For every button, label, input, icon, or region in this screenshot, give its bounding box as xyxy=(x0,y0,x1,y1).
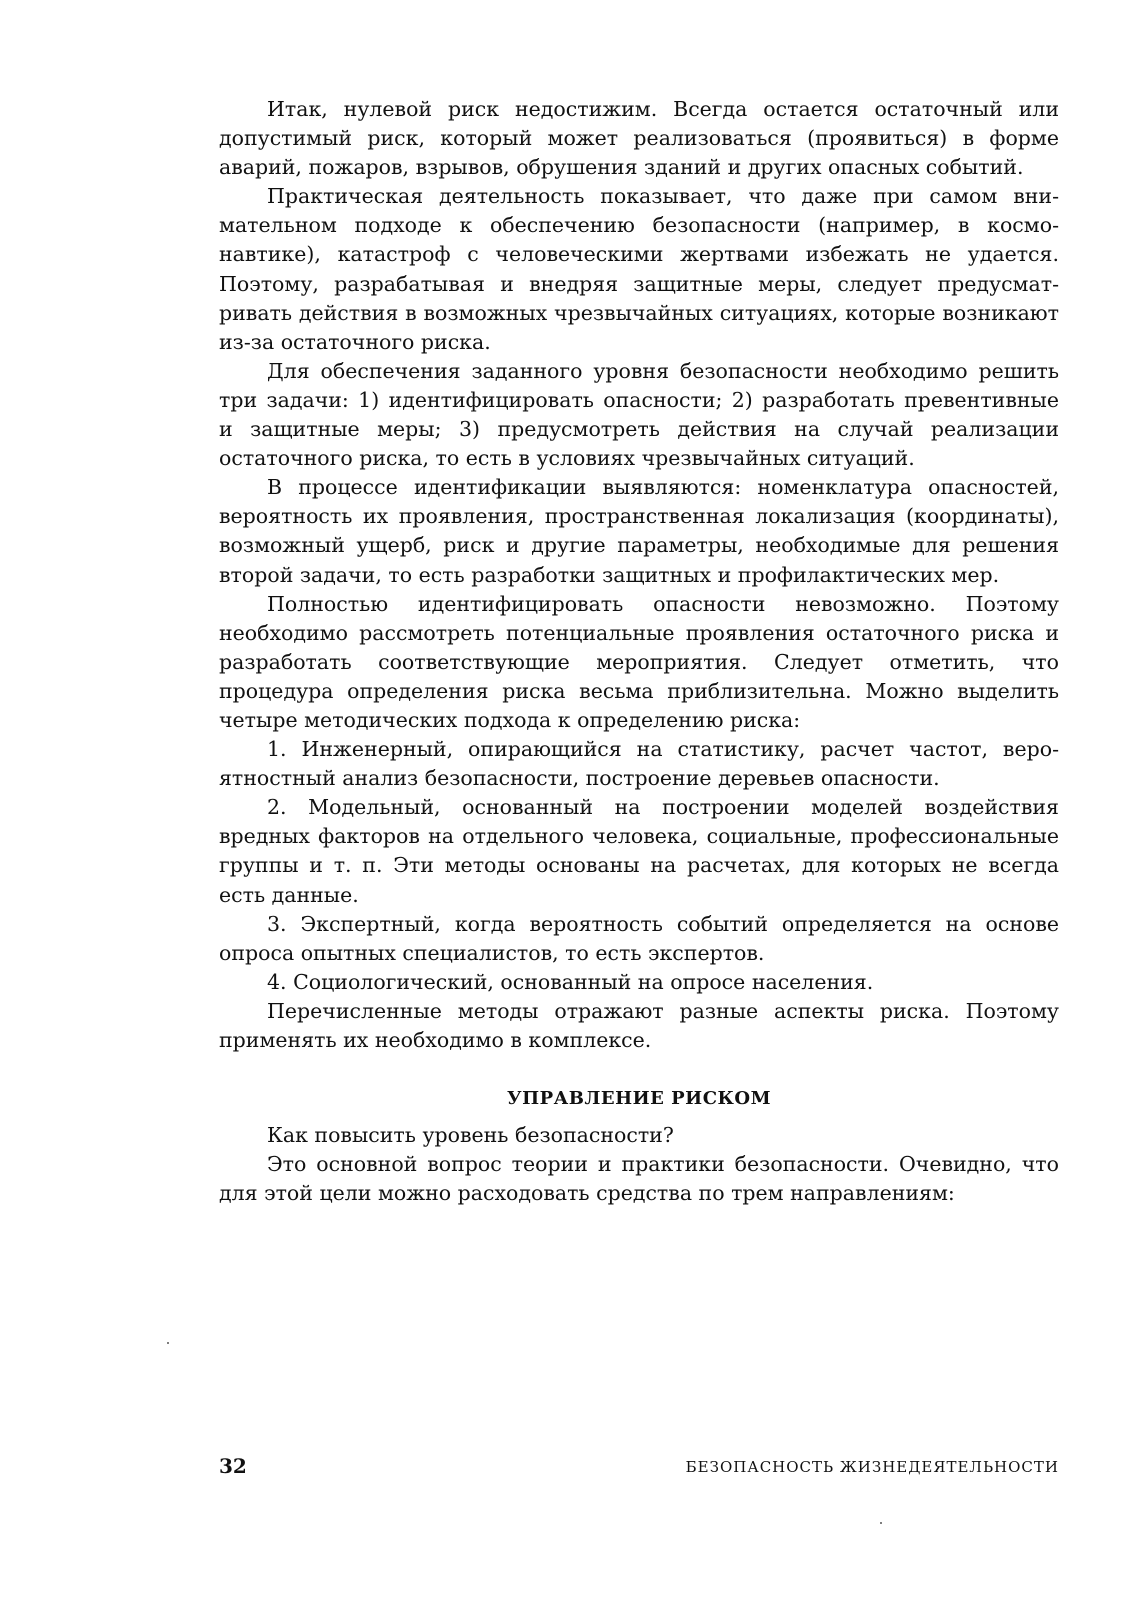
paragraph-3: Для обеспечения заданного уровня безопасности необходимо решить три задачи: 1) идентифицировать опасности; 2) разработать превентивные и защитные меры; 3) предусмотреть действия на случай реализации остаточного риска, то есть в условиях чрезвычайных ситуаций. xyxy=(219,358,1059,471)
list-item-expert: 3. Экспертный, когда вероятность событий определяется на основе опроса опытных специалистов, то есть экспертов. xyxy=(219,911,1059,965)
paragraph-6: Перечисленные методы отражают разные аспекты риска. Поэтому применять их необходимо в комплексе. xyxy=(219,998,1059,1052)
paragraph-2: Практическая деятельность показывает, что даже при самом внимательном подходе к обеспечению безопасности (например, в космонавтике), катастроф с человеческими жертвами избежать не удается. Поэтому, разрабатывая и внедряя защитные меры, следует предусматривать действия в возможных чрезвычайных ситуациях, которые возникают из-за остаточного риска. xyxy=(219,184,1059,354)
page-footer xyxy=(219,1454,1059,1484)
paragraph-1: Итак, нулевой риск недостижим. Всегда остается остаточный или допустимый риск, который может реализоваться (проявиться) в форме аварий, пожаров, взрывов, обрушения зданий и других опасных событий. xyxy=(219,97,1059,180)
page-body xyxy=(219,95,1059,1208)
list-item-model: 2. Модельный, основанный на построении моделей воздействия вредных факторов на отдельного человека, социальные, профессиональные группы и т. п. Эти методы основаны на расчетах, для которых не всегда есть данные. xyxy=(219,795,1059,907)
section-question: Как повысить уровень безопасности? xyxy=(267,1123,674,1148)
list-item-engineering: 1. Инженерный, опирающийся на статистику, расчет частот, вероятностный анализ безопасности, построение деревьев опасности. xyxy=(219,737,1059,791)
page-number: 32 xyxy=(219,1454,247,1478)
section-heading: УПРАВЛЕНИЕ РИСКОМ xyxy=(507,1088,771,1110)
list-item-sociological: 4. Социологический, основанный на опросе населения. xyxy=(267,969,874,994)
running-title: БЕЗОПАСНОСТЬ ЖИЗНЕДЕЯТЕЛЬНОСТИ xyxy=(685,1458,1059,1476)
scan-speck xyxy=(167,1342,169,1344)
section-paragraph: Это основной вопрос теории и практики безопасности. Очевидно, что для этой цели можно расходовать средства по трем направлениям: xyxy=(219,1152,1059,1206)
paragraph-5: Полностью идентифицировать опасности невозможно. Поэтому необходимо рассмотреть потенциальные проявления остаточного риска и разработать соответствующие мероприятия. Следует отметить, что процедура определения риска весьма приблизительна. Можно выделить четыре методических подхода к определению риска: xyxy=(219,591,1059,732)
scan-speck xyxy=(880,1522,882,1524)
paragraph-4: В процессе идентификации выявляются: номенклатура опасностей, вероятность их проявления, пространственная локализация (координаты), возможный ущерб, риск и другие параметры, необходимые для решения второй задачи, то есть разработки защитных и профилактических мер. xyxy=(219,475,1059,587)
